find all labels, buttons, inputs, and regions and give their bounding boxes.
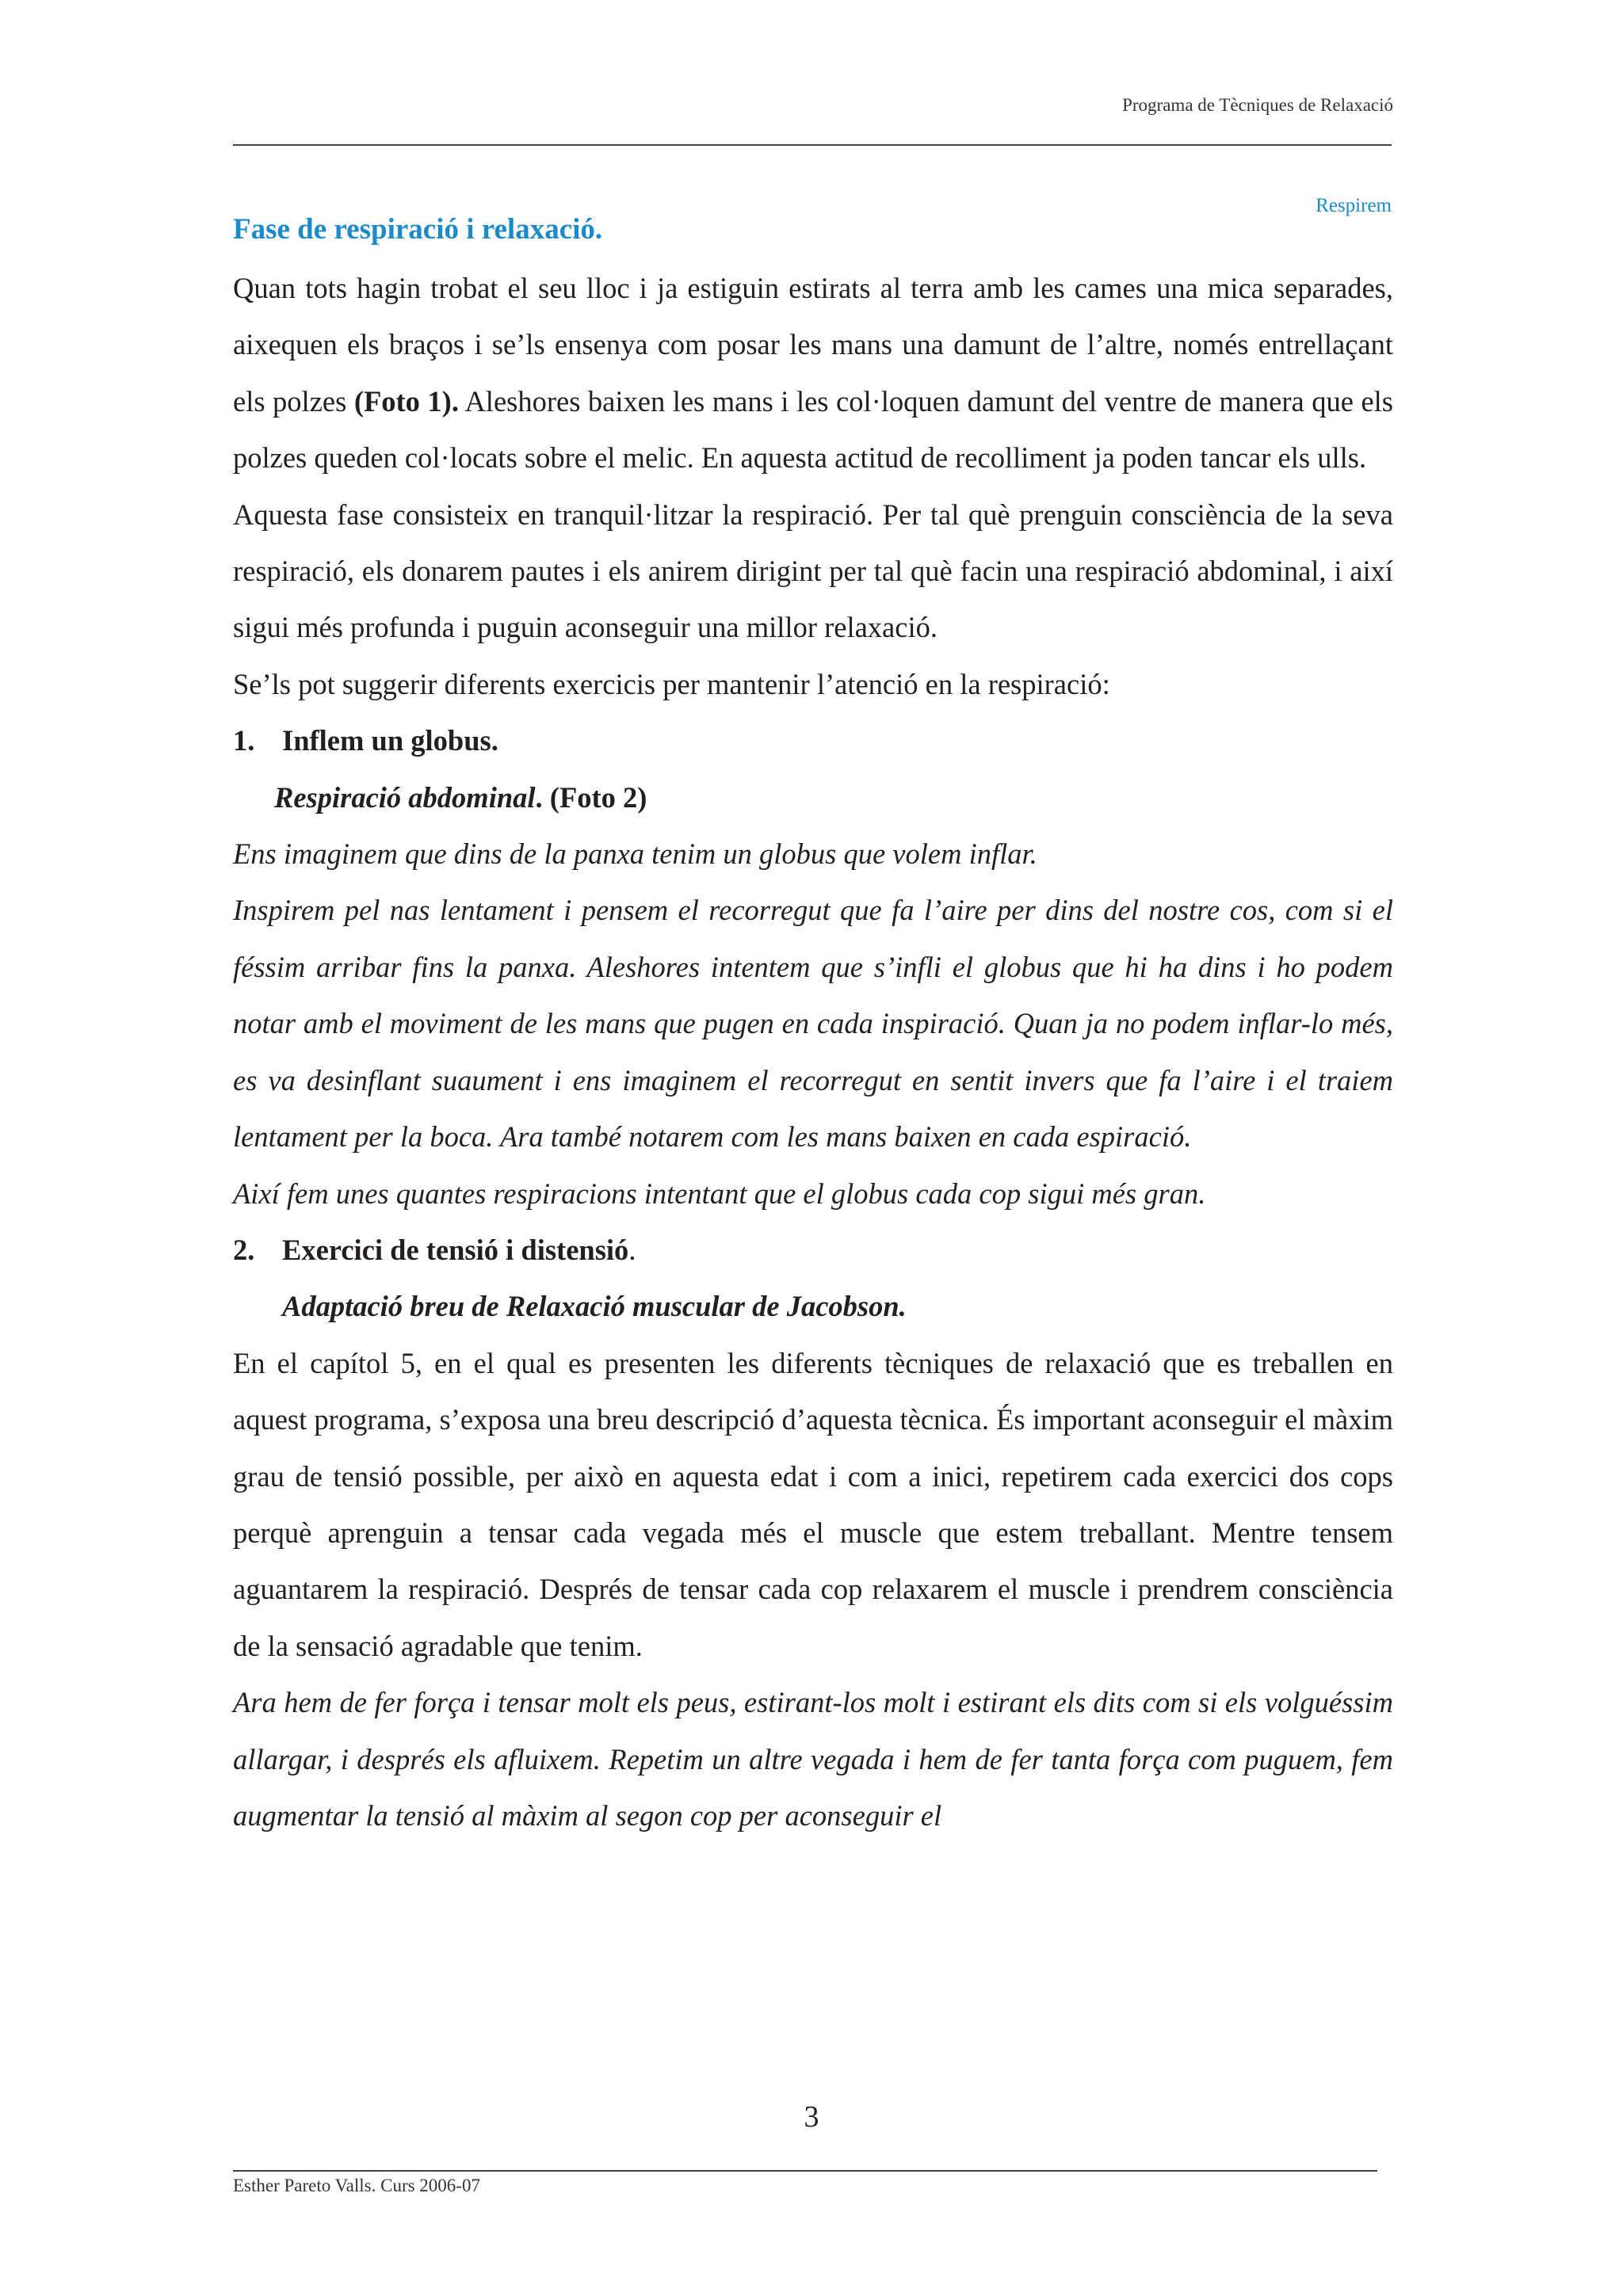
paragraph-breathing-phase: Aquesta fase consisteix en tranquil·litzar la respiració. Per tal què prenguin consciència de la seva respiració, els donarem pautes i els anirem dirigint per tal què facin una respiració abdominal, i així sigui més profunda i puguin aconseguir una millor relaxació.	[233, 498, 1393, 644]
footer-text: Esther Pareto Valls. Curs 2006-07	[233, 2176, 480, 2195]
item-2-title	[233, 1222, 1393, 1278]
item-2-subtitle: Adaptació breu de Relaxació muscular de Jacobson.	[282, 1290, 907, 1323]
paragraph-intro	[233, 260, 1393, 486]
item-1-photo-reference: . (Foto 2)	[535, 780, 647, 814]
item-1-subtitle	[233, 769, 1393, 826]
item-1-number: 1.	[233, 724, 255, 757]
item-1-subtitle-italic: Respiració abdominal	[274, 780, 536, 814]
paragraph-intro-text-b: Aleshores baixen les mans i les col·loquen damunt del ventre de manera que els polzes queden col·locats sobre el melic. En aquesta actitud de recolliment ja poden tancar els ulls.	[233, 384, 1393, 475]
running-header: Programa de Tècniques de Relaxació	[1122, 95, 1393, 115]
item-2-title-suffix: .	[628, 1233, 636, 1266]
item-1-title-text: Inflem un globus.	[282, 724, 498, 757]
paragraph-exercises-intro: Se’ls pot suggerir diferents exercicis per mantenir l’atenció en la respiració:	[233, 667, 1110, 700]
item-1-italic-paragraph-2: Inspirem pel nas lentament i pensem el recorregut que fa l’aire per dins del nostre cos, com si el féssim arribar fins la panxa. Aleshores intentem que s’infli el globus que hi ha dins i ho podem notar amb el moviment de les mans que pugen en cada inspiració. Quan ja no podem inflar-lo més, es va desinflant suaument i ens imaginem el recorregut en sentit invers que fa l’aire i el traiem lentament per la boca. Ara també notarem com les mans baixen en cada espiració.	[233, 894, 1393, 1154]
section-tag: Respirem	[1316, 195, 1392, 216]
item-1-italic-paragraph-3: Així fem unes quantes respiracions intentant que el globus cada cop sigui més gran.	[233, 1177, 1206, 1210]
footer-divider	[233, 2170, 1377, 2172]
page-number: 3	[804, 2100, 819, 2134]
header-divider	[233, 144, 1392, 146]
item-2-italic-paragraph: Ara hem de fer força i tensar molt els peus, estirant-los molt i estirant els dits com si els volguéssim allargar, i després els afluixem. Repetim un altre vegada i hem de fer tanta força com puguem, fem augmentar la tensió al màxim al segon cop per aconseguir el	[233, 1686, 1393, 1832]
item-1-title	[233, 712, 1393, 769]
section-heading: Fase de respiració i relaxació.	[233, 213, 603, 246]
photo-reference-1: (Foto 1).	[353, 384, 459, 418]
item-2-title-text: Exercici de tensió i distensió	[282, 1233, 629, 1266]
item-2-paragraph: En el capítol 5, en el qual es presenten les diferents tècniques de relaxació que es treballen en aquest programa, s’exposa una breu descripció d’aquesta tècnica. És important aconseguir el màxim grau de tensió possible, per això en aquesta edat i com a inici, repetirem cada exercici dos cops perquè aprenguin a tensar cada vegada més el muscle que estem treballant. Mentre tensem aguantarem la respiració. Després de tensar cada cop relaxarem el muscle i prendrem consciència de la sensació agradable que tenim.	[233, 1346, 1393, 1662]
body-text	[233, 260, 1393, 1844]
item-2-number: 2.	[233, 1233, 255, 1266]
item-1-italic-paragraph-1: Ens imaginem que dins de la panxa tenim un globus que volem inflar.	[233, 837, 1037, 871]
paragraph-intro-text-a: Quan tots hagin trobat el seu lloc i ja estiguin estirats al terra amb les cames una mica separades, aixequen els braços i se’ls ensenya com posar les mans una damunt de l’altre, només entrellaçant els polzes	[233, 272, 1393, 418]
